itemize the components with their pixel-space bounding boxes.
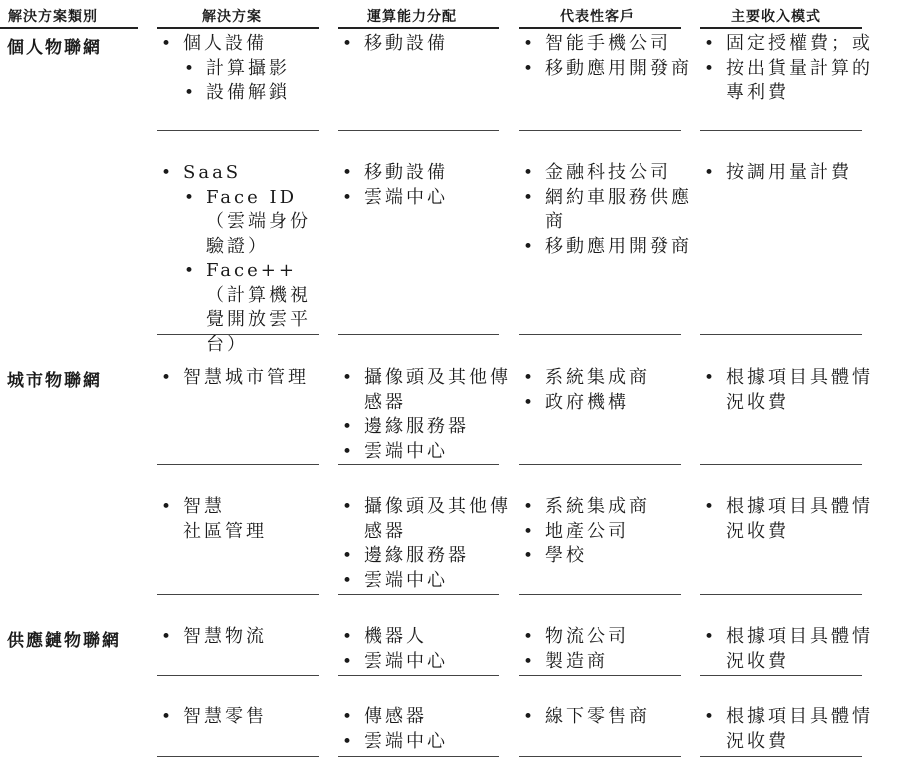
compute-cell [341, 495, 519, 593]
list-item: • 邊緣服務器 [341, 544, 519, 569]
solution-cell [160, 495, 320, 544]
list-item: • 雲端中心 [341, 569, 519, 594]
list-item: • 雲端中心 [341, 440, 519, 465]
list-item: • 機器人 [341, 625, 506, 650]
list-item: • 智慧零售 [160, 705, 320, 730]
header-rule [519, 27, 681, 29]
row-divider [338, 130, 499, 131]
list-item: • 雲端中心 [341, 650, 506, 675]
header-rule [157, 27, 319, 29]
revenue-cell [703, 161, 878, 186]
clients-cell [522, 32, 692, 81]
list-item: • 智慧城市管理 [160, 366, 335, 391]
solution-cell [160, 705, 320, 730]
row-divider [157, 756, 319, 757]
list-item: • 移動設備 [341, 32, 506, 57]
list-item: • 物流公司 [522, 625, 692, 650]
list-item: • 系統集成商 [522, 495, 692, 520]
header-category: 解決方案類別 [8, 9, 98, 25]
row-divider [338, 594, 499, 595]
row-divider [519, 334, 681, 335]
compute-cell [341, 625, 506, 674]
row-divider [700, 756, 862, 757]
list-item: • 根據項目具體情況收費 [703, 495, 883, 544]
row-divider [519, 675, 681, 676]
category-supply-chain-iot: 供應鏈物聯網 [7, 631, 121, 651]
list-item: • 固定授權費；或 [703, 32, 873, 57]
list-item: • Face++（計算機視覺開放雲平台） [183, 259, 330, 357]
list-item: • 智慧 社區管理 [160, 495, 320, 544]
category-city-iot: 城市物聯網 [7, 371, 102, 391]
list-item: • 個人設備 • 計算攝影 • 設備解鎖 [160, 32, 320, 106]
row-divider [338, 464, 499, 465]
row-divider [700, 334, 862, 335]
row-divider [157, 334, 319, 335]
list-item: • 製造商 [522, 650, 692, 675]
revenue-cell [703, 625, 883, 674]
row-divider [700, 675, 862, 676]
list-item: • 根據項目具體情況收費 [703, 625, 883, 674]
list-item: • 計算攝影 [183, 57, 320, 82]
list-item: • 邊緣服務器 [341, 415, 519, 440]
header-revenue: 主要收入模式 [731, 9, 821, 25]
row-divider [338, 756, 499, 757]
list-item: • 根據項目具體情況收費 [703, 366, 883, 415]
list-item: • 學校 [522, 544, 692, 569]
list-item: • 設備解鎖 [183, 81, 320, 106]
list-item: • 傳感器 [341, 705, 506, 730]
list-item: • 攝像頭及其他傳感器 [341, 495, 519, 544]
row-divider [519, 464, 681, 465]
list-item: • 地產公司 [522, 520, 692, 545]
list-item: • 攝像頭及其他傳感器 [341, 366, 519, 415]
list-item: • 移動應用開發商 [522, 57, 692, 82]
solution-cell [160, 32, 320, 106]
header-rule [700, 27, 862, 29]
header-solution: 解決方案 [202, 9, 262, 25]
header-rule [0, 27, 138, 29]
revenue-cell [703, 366, 883, 415]
compute-cell [341, 161, 506, 210]
list-item: • 線下零售商 [522, 705, 692, 730]
list-item: • 智能手機公司 [522, 32, 692, 57]
list-item: • 系統集成商 [522, 366, 692, 391]
list-item: • 智慧物流 [160, 625, 320, 650]
row-divider [157, 464, 319, 465]
revenue-cell [703, 32, 873, 106]
solution-cell [160, 625, 320, 650]
list-item: • Face ID（雲端身份驗證） [183, 186, 330, 260]
list-item: • SaaS • Face ID（雲端身份驗證） • Face++（計算機視覺開放雲平台） [160, 161, 330, 357]
clients-cell [522, 705, 692, 730]
list-item: • 金融科技公司 [522, 161, 692, 186]
row-divider [519, 756, 681, 757]
header-clients: 代表性客戶 [560, 9, 635, 25]
list-item: • 雲端中心 [341, 730, 506, 755]
row-divider [338, 675, 499, 676]
clients-cell [522, 495, 692, 569]
list-item: • 雲端中心 [341, 186, 506, 211]
row-divider [700, 594, 862, 595]
revenue-cell [703, 495, 883, 544]
list-item: • 按調用量計費 [703, 161, 878, 186]
clients-cell [522, 366, 692, 415]
clients-cell [522, 161, 692, 259]
header-compute: 運算能力分配 [367, 9, 457, 25]
list-item: • 按出貨量計算的專利費 [703, 57, 873, 106]
solution-cell [160, 366, 335, 391]
list-item: • 移動設備 [341, 161, 506, 186]
compute-cell [341, 366, 519, 464]
row-divider [700, 464, 862, 465]
row-divider [519, 130, 681, 131]
revenue-cell [703, 705, 883, 754]
list-item: • 根據項目具體情況收費 [703, 705, 883, 754]
row-divider [700, 130, 862, 131]
compute-cell [341, 32, 506, 57]
header-rule [338, 27, 499, 29]
compute-cell [341, 705, 506, 754]
clients-cell [522, 625, 692, 674]
list-item: • 政府機構 [522, 391, 692, 416]
list-item: • 網約車服務供應商 [522, 186, 692, 235]
row-divider [338, 334, 499, 335]
category-personal-iot: 個人物聯網 [7, 38, 102, 58]
row-divider [157, 130, 319, 131]
row-divider [157, 675, 319, 676]
row-divider [519, 594, 681, 595]
row-divider [157, 594, 319, 595]
solution-cell [160, 161, 330, 357]
list-item: • 移動應用開發商 [522, 235, 692, 260]
